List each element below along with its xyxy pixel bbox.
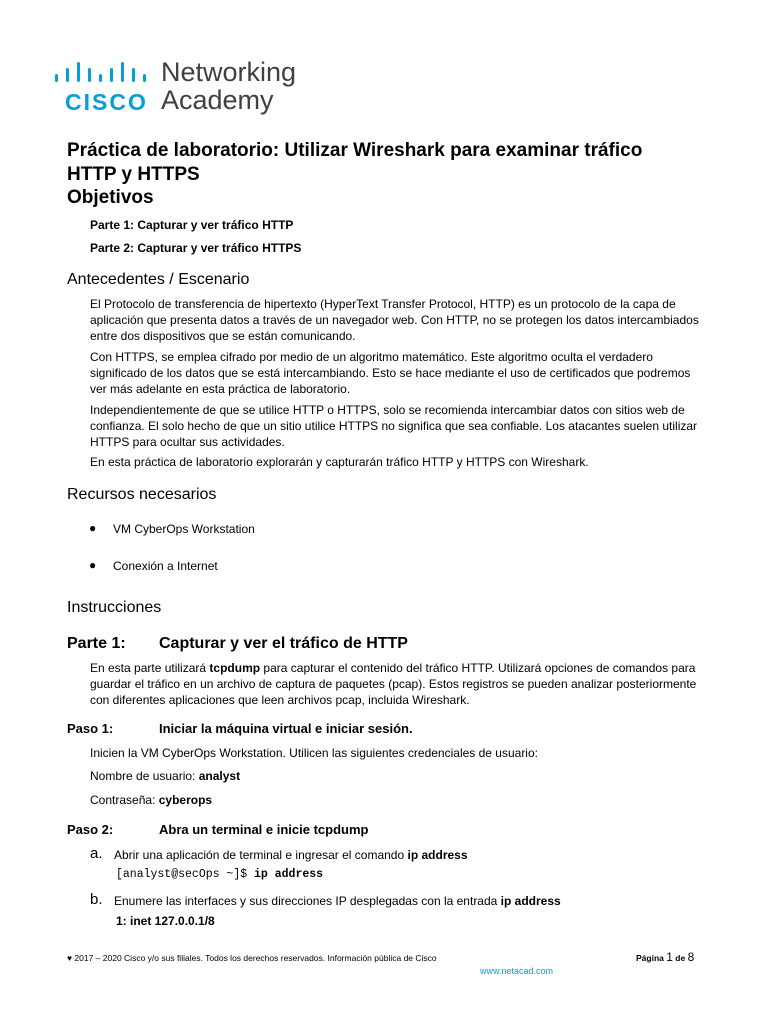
cisco-bars-icon [53, 62, 149, 84]
page-title-line-1: Práctica de laboratorio: Utilizar Wireshark para examinar tráfico [67, 140, 643, 161]
list-marker-b: b. [90, 891, 103, 908]
footer-copyright: ♥ 2017 – 2020 Cisco y/o sus filiales. Todos los derechos reservados. Información pública de Cisco [67, 953, 437, 963]
password-line: Contraseña: cyberops [90, 793, 213, 807]
objetivo-item: Parte 1: Capturar y ver tráfico HTTP [90, 218, 294, 232]
inet-output: 1: inet 127.0.0.1/8 [116, 914, 215, 928]
netacad-link[interactable]: www.netacad.com [480, 966, 554, 976]
bullet-icon: ● [89, 558, 97, 572]
paso2-item-a: Abrir una aplicación de terminal e ingresar el comando ip address [114, 848, 468, 862]
paso2-item-b: Enumere las interfaces y sus direcciones IP desplegadas con la entrada ip address [114, 894, 561, 908]
page-number: Página 1 de 8 [636, 950, 695, 964]
recursos-heading: Recursos necesarios [67, 486, 217, 503]
cisco-networking-academy-logo [53, 58, 313, 118]
bullet-icon: ● [89, 521, 97, 535]
paso1-label: Paso 1: [67, 721, 114, 736]
paso1-title: Iniciar la máquina virtual e iniciar sesión. [159, 721, 413, 736]
paso1-paragraph: Inicien la VM CyberOps Workstation. Utilicen las siguientes credenciales de usuario: [90, 746, 538, 760]
parte1-paragraph: En esta parte utilizará tcpdump para capturar el contenido del tráfico HTTP. Utilizará opciones de comandos para guardar el tráfico en un archivo de captura de paquetes (pcap). Estos registros se pueden analizar posteriormente con diferentes aplicaciones que leen archivos pcap, incluida Wireshark. [90, 661, 697, 707]
recurso-item: Conexión a Internet [113, 559, 218, 573]
terminal-command-line: [analyst@secOps ~]$ ip address [116, 868, 324, 881]
paso2-title: Abra un terminal e inicie tcpdump [159, 822, 369, 837]
logo-academy-text: Academy [161, 85, 274, 115]
username-line: Nombre de usuario: analyst [90, 769, 241, 783]
antecedentes-paragraph-4: En esta práctica de laboratorio explorarán y capturarán tráfico HTTP y HTTPS con Wireshark. [90, 455, 589, 469]
paso2-label: Paso 2: [67, 822, 114, 837]
objetivos-heading: Objetivos [67, 187, 154, 208]
antecedentes-paragraph-1: El Protocolo de transferencia de hipertexto (HyperText Transfer Protocol, HTTP) es un protocolo de la capa de aplicación que presenta datos a través de un navegador web. Con HTTP, no se protegen los datos intercambiados entre dos dispositivos que se están comunicando. [90, 297, 699, 343]
list-marker-a: a. [90, 845, 103, 862]
parte1-title: Capturar y ver el tráfico de HTTP [159, 635, 408, 652]
page-title-line-2: HTTP y HTTPS [67, 164, 200, 185]
parte1-label: Parte 1: [67, 635, 126, 652]
antecedentes-heading: Antecedentes / Escenario [67, 271, 250, 288]
objetivo-item: Parte 2: Capturar y ver tráfico HTTPS [90, 241, 302, 255]
antecedentes-paragraph-3: Independientemente de que se utilice HTTP o HTTPS, solo se recomienda intercambiar datos con sitios web de confianza. El solo hecho de que un sitio utilice HTTPS no significa que sea confiable. Los atacantes suelen utilizar HTTPS para ocultar sus actividades. [90, 403, 698, 449]
cisco-wordmark: CISCO [65, 89, 148, 115]
logo-networking-text: Networking [161, 57, 297, 87]
recurso-item: VM CyberOps Workstation [113, 522, 255, 536]
instrucciones-heading: Instrucciones [67, 599, 162, 616]
antecedentes-paragraph-2: Con HTTPS, se emplea cifrado por medio de un algoritmo matemático. Este algoritmo oculta el verdadero significado de los datos que se está intercambiando. Esto se hace mediante el uso de certificados que podremos ver más adelante en esta práctica de laboratorio. [90, 350, 691, 396]
